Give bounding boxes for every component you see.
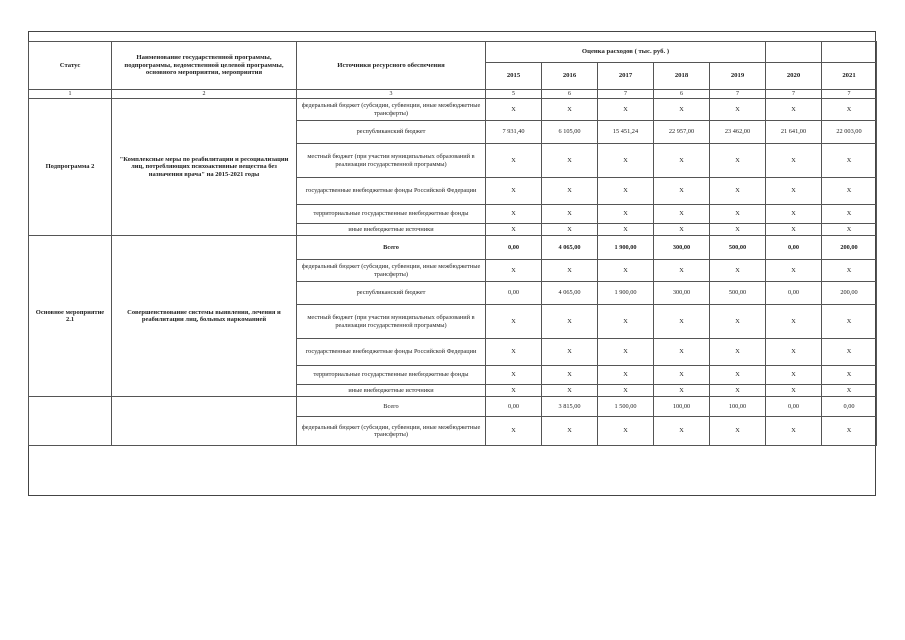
subprogram-2-status: Подпрограмма 2: [29, 99, 112, 236]
table-body: [29, 42, 877, 446]
value-2019: X: [710, 144, 766, 178]
value-2016: 4 065,00: [542, 282, 598, 305]
value-2017: X: [598, 205, 654, 224]
value-2018: X: [654, 260, 710, 282]
value-2017: X: [598, 417, 654, 446]
next-activity-row: [29, 397, 877, 417]
value-2021: X: [822, 385, 877, 397]
value-2018: X: [654, 224, 710, 236]
year-2020: 2020: [766, 63, 822, 90]
source-label: территориальные государственные внебюджетные фонды: [297, 205, 486, 224]
value-2018: 300,00: [654, 236, 710, 260]
value-2017: X: [598, 305, 654, 339]
value-2016: X: [542, 178, 598, 205]
value-2015: 0,00: [486, 282, 542, 305]
source-label: федеральный бюджет (субсидии, субвенции, иные межбюджетные трансферты): [297, 99, 486, 121]
value-2021: X: [822, 260, 877, 282]
value-2015: X: [486, 385, 542, 397]
header-sources: Источники ресурсного обеспечения: [297, 42, 486, 90]
value-2016: 4 065,00: [542, 236, 598, 260]
year-2016: 2016: [542, 63, 598, 90]
source-label: государственные внебюджетные фонды Российской Федерации: [297, 178, 486, 205]
column-index: 7: [598, 90, 654, 99]
year-2017: 2017: [598, 63, 654, 90]
next-activity-status: [29, 397, 112, 446]
value-2020: 0,00: [766, 397, 822, 417]
column-index: 3: [297, 90, 486, 99]
value-2017: X: [598, 144, 654, 178]
column-index: 6: [542, 90, 598, 99]
value-2017: X: [598, 224, 654, 236]
value-2015: 7 931,40: [486, 121, 542, 144]
value-2021: 200,00: [822, 282, 877, 305]
value-2021: X: [822, 305, 877, 339]
main-activity-2-1-row: [29, 236, 877, 260]
main-activity-2-1-status: Основное мероприятие 2.1: [29, 236, 112, 397]
year-2018: 2018: [654, 63, 710, 90]
value-2021: X: [822, 99, 877, 121]
source-total: Всего: [297, 397, 486, 417]
source-label: иные внебюджетные источники: [297, 224, 486, 236]
value-2020: X: [766, 385, 822, 397]
value-2018: 300,00: [654, 282, 710, 305]
column-index: 1: [29, 90, 112, 99]
value-2019: X: [710, 224, 766, 236]
value-2021: X: [822, 366, 877, 385]
value-2021: 0,00: [822, 397, 877, 417]
value-2020: 21 641,00: [766, 121, 822, 144]
value-2020: X: [766, 339, 822, 366]
value-2018: 100,00: [654, 397, 710, 417]
value-2021: X: [822, 205, 877, 224]
column-index: 6: [654, 90, 710, 99]
value-2020: 0,00: [766, 236, 822, 260]
value-2020: X: [766, 305, 822, 339]
value-2021: X: [822, 339, 877, 366]
value-2018: X: [654, 385, 710, 397]
value-2021: X: [822, 178, 877, 205]
subprogram-2-row: [29, 99, 877, 121]
value-2019: X: [710, 305, 766, 339]
value-2019: X: [710, 366, 766, 385]
header-index-row: [29, 90, 877, 99]
value-2020: X: [766, 144, 822, 178]
value-2016: X: [542, 205, 598, 224]
value-2018: X: [654, 339, 710, 366]
value-2016: X: [542, 224, 598, 236]
source-label: территориальные государственные внебюджетные фонды: [297, 366, 486, 385]
value-2021: X: [822, 224, 877, 236]
value-2016: X: [542, 417, 598, 446]
value-2015: X: [486, 305, 542, 339]
value-2017: 1 900,00: [598, 236, 654, 260]
year-2021: 2021: [822, 63, 877, 90]
value-2015: X: [486, 144, 542, 178]
value-2017: 15 451,24: [598, 121, 654, 144]
header-name: Наименование государственной программы, подпрограммы, ведомственной целевой программы, основного мероприятия, мероприятия: [112, 42, 297, 90]
value-2020: X: [766, 366, 822, 385]
value-2015: X: [486, 417, 542, 446]
main-activity-2-1-name: Совершенствование системы выявления, лечения и реабилитации лиц, больных наркоманией: [112, 236, 297, 397]
column-index: 7: [822, 90, 877, 99]
value-2019: X: [710, 260, 766, 282]
value-2019: 23 462,00: [710, 121, 766, 144]
source-label: государственные внебюджетные фонды Российской Федерации: [297, 339, 486, 366]
value-2020: X: [766, 99, 822, 121]
header-estimate: Оценка расходов ( тыс. руб. ): [486, 42, 766, 63]
source-label: республиканский бюджет: [297, 121, 486, 144]
header-row-1: [29, 42, 877, 63]
value-2017: 1 900,00: [598, 282, 654, 305]
year-2019: 2019: [710, 63, 766, 90]
source-total: Всего: [297, 236, 486, 260]
year-2015: 2015: [486, 63, 542, 90]
value-2017: X: [598, 366, 654, 385]
header-blank-cell: [766, 42, 822, 63]
source-label: иные внебюджетные источники: [297, 385, 486, 397]
value-2019: X: [710, 205, 766, 224]
value-2017: X: [598, 385, 654, 397]
value-2018: X: [654, 417, 710, 446]
value-2019: 500,00: [710, 282, 766, 305]
next-activity-name: [112, 397, 297, 446]
value-2016: X: [542, 339, 598, 366]
value-2016: X: [542, 260, 598, 282]
value-2015: X: [486, 99, 542, 121]
value-2018: X: [654, 366, 710, 385]
value-2020: X: [766, 260, 822, 282]
value-2020: X: [766, 178, 822, 205]
value-2020: X: [766, 417, 822, 446]
column-index: 7: [710, 90, 766, 99]
value-2021: X: [822, 417, 877, 446]
value-2020: X: [766, 224, 822, 236]
column-index: 5: [486, 90, 542, 99]
value-2016: 3 815,00: [542, 397, 598, 417]
value-2020: 0,00: [766, 282, 822, 305]
value-2015: X: [486, 366, 542, 385]
value-2015: X: [486, 205, 542, 224]
value-2016: 6 105,00: [542, 121, 598, 144]
value-2017: X: [598, 99, 654, 121]
value-2018: X: [654, 99, 710, 121]
source-label: местный бюджет (при участии муниципальных образований в реализации государственной программы): [297, 305, 486, 339]
value-2016: X: [542, 99, 598, 121]
value-2016: X: [542, 144, 598, 178]
value-2017: 1 500,00: [598, 397, 654, 417]
header-status: Статус: [29, 42, 112, 90]
value-2021: 22 003,00: [822, 121, 877, 144]
value-2021: 200,00: [822, 236, 877, 260]
source-label: федеральный бюджет (субсидии, субвенции, иные межбюджетные трансферты): [297, 260, 486, 282]
value-2016: X: [542, 385, 598, 397]
value-2015: X: [486, 260, 542, 282]
value-2015: X: [486, 224, 542, 236]
source-label: республиканский бюджет: [297, 282, 486, 305]
value-2019: X: [710, 339, 766, 366]
value-2018: X: [654, 305, 710, 339]
value-2017: X: [598, 260, 654, 282]
column-index: 7: [766, 90, 822, 99]
value-2016: X: [542, 366, 598, 385]
value-2016: X: [542, 305, 598, 339]
header-blank-cell: [822, 42, 877, 63]
value-2018: X: [654, 205, 710, 224]
value-2019: 500,00: [710, 236, 766, 260]
column-index: 2: [112, 90, 297, 99]
subprogram-2-name: "Комплексные меры по реабилитации и ресоциализации лиц, потребляющих психоактивные вещества без назначения врача" на 2015-2021 годы: [112, 99, 297, 236]
source-label: местный бюджет (при участии муниципальных образований в реализации государственной программы): [297, 144, 486, 178]
value-2018: 22 957,00: [654, 121, 710, 144]
value-2015: 0,00: [486, 397, 542, 417]
value-2015: 0,00: [486, 236, 542, 260]
value-2017: X: [598, 178, 654, 205]
source-label: федеральный бюджет (субсидии, субвенции, иные межбюджетные трансферты): [297, 417, 486, 446]
value-2015: X: [486, 178, 542, 205]
budget-table: [28, 41, 877, 446]
value-2019: X: [710, 385, 766, 397]
value-2015: X: [486, 339, 542, 366]
value-2018: X: [654, 178, 710, 205]
value-2020: X: [766, 205, 822, 224]
value-2021: X: [822, 144, 877, 178]
value-2017: X: [598, 339, 654, 366]
value-2019: 100,00: [710, 397, 766, 417]
value-2019: X: [710, 178, 766, 205]
value-2018: X: [654, 144, 710, 178]
value-2019: X: [710, 417, 766, 446]
value-2019: X: [710, 99, 766, 121]
